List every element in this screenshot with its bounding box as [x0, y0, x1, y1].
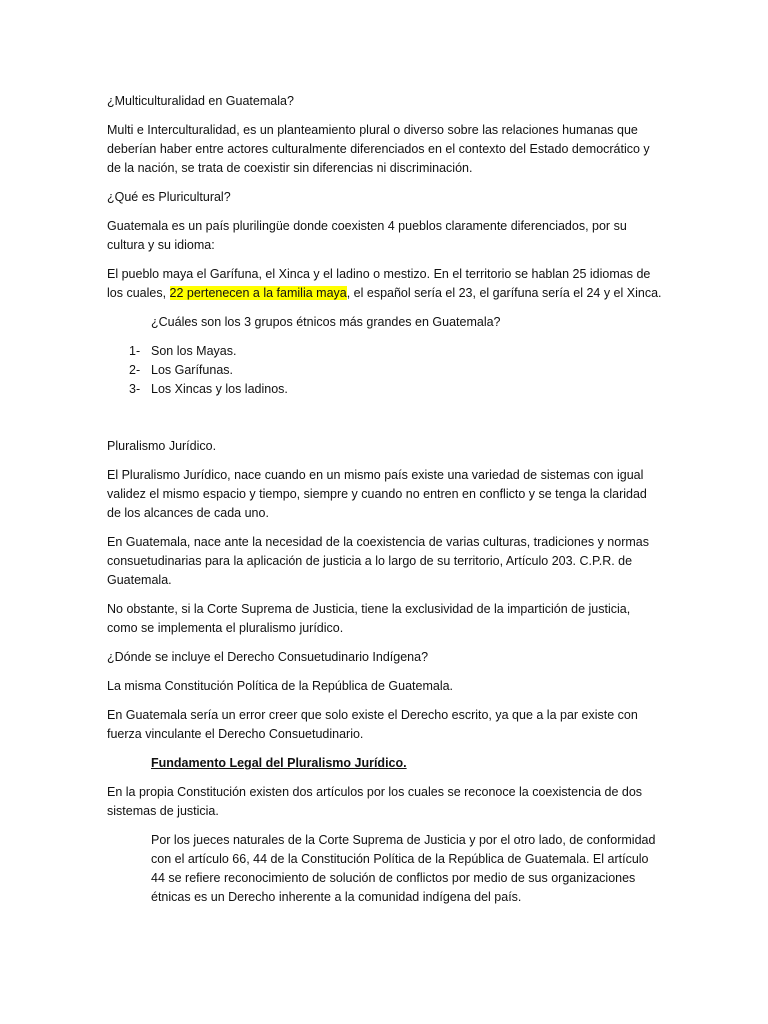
list-number: 2-: [129, 363, 141, 377]
list-item: [107, 380, 663, 399]
paragraph-corte-suprema: No obstante, si la Corte Suprema de Justicia, tiene la exclusividad de la impartición de justicia, como se implementa el pluralismo jurídico.: [107, 602, 631, 635]
ethnic-groups-list: [107, 342, 663, 399]
list-item: [107, 342, 663, 361]
paragraph-derecho-escrito: En Guatemala sería un error creer que solo existe el Derecho escrito, ya que a la par existe con fuerza vinculante el Derecho Consuetudinario.: [107, 708, 638, 741]
list-text: Los Garífunas.: [151, 363, 233, 377]
list-text: Los Xincas y los ladinos.: [151, 382, 288, 396]
paragraph-jueces-naturales: Por los jueces naturales de la Corte Suprema de Justicia y por el otro lado, de conformidad con el artículo 66, 44 de la Constitución Política de la República de Guatemala. El artículo 44 se refiere reconocimiento de solución de conflictos por medio de sus organizaciones étnicas es un Derecho inherente a la comunidad indígena del país.: [151, 833, 656, 904]
list-number: 3-: [129, 382, 141, 396]
paragraph-pueblos-part2: , el español sería el 23, el garífuna sería el 24 y el Xinca.: [346, 286, 662, 300]
list-item: [107, 361, 663, 380]
paragraph-pueblos-part1: El pueblo maya el Garífuna, el Xinca y el ladino o mestizo. En el territorio se hablan 25 idiomas de los cuales,: [107, 267, 651, 300]
list-number: 1-: [129, 344, 141, 358]
question-multiculturalidad: ¿Multiculturalidad en Guatemala?: [107, 94, 294, 108]
highlighted-text: 22 pertenecen a la familia maya: [169, 286, 347, 300]
paragraph-plurilingue: Guatemala es un país plurilingüe donde coexisten 4 pueblos claramente diferenciados, por su cultura y su idioma:: [107, 219, 627, 252]
question-derecho-consuetudinario: ¿Dónde se incluye el Derecho Consuetudinario Indígena?: [107, 650, 429, 664]
list-text: Son los Mayas.: [151, 344, 237, 358]
paragraph-pueblos: [107, 265, 663, 303]
paragraph-pluralismo-definicion: El Pluralismo Jurídico, nace cuando en un mismo país existe una variedad de sistemas con igual validez el mismo espacio y tiempo, siempre y cuando no entren en conflicto y se tenga la claridad de los alcances de cada uno.: [107, 468, 647, 520]
paragraph-pluralismo-guatemala: En Guatemala, nace ante la necesidad de la coexistencia de varias culturas, tradiciones y normas consuetudinarias para la aplicación de justicia a lo largo de su territorio, Artículo 203. C.P.R. de Guatemala.: [107, 535, 649, 587]
document-body: [107, 92, 663, 907]
paragraph-articulos: En la propia Constitución existen dos artículos por los cuales se reconoce la coexistencia de dos sistemas de justicia.: [107, 785, 643, 818]
paragraph-multiculturalidad: Multi e Interculturalidad, es un planteamiento plural o diverso sobre las relaciones humanas que deberían haber entre actores culturalmente diferenciados en el contexto del Estado democrático y de la nación, se trata de coexistir sin diferencias ni discriminación.: [107, 123, 650, 175]
section-title-pluralismo: Pluralismo Jurídico.: [107, 439, 217, 453]
question-pluricultural: ¿Qué es Pluricultural?: [107, 190, 231, 204]
paragraph-constitucion: La misma Constitución Política de la República de Guatemala.: [107, 679, 454, 693]
question-grupos-etnicos: ¿Cuáles son los 3 grupos étnicos más grandes en Guatemala?: [151, 315, 501, 329]
heading-fundamento-legal: Fundamento Legal del Pluralismo Jurídico.: [151, 756, 407, 770]
